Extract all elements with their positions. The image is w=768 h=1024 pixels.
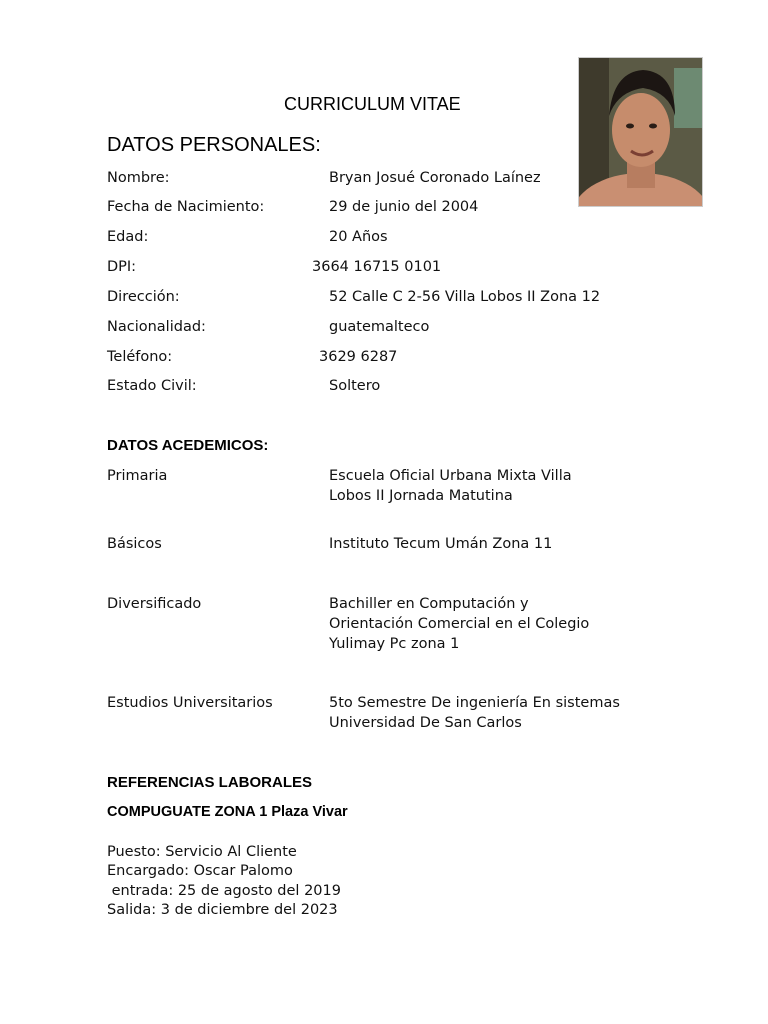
personal-value-nationality: guatemalteco [329,319,430,335]
academic-data-heading: DATOS ACEDEMICOS: [107,437,269,454]
work-detail-position: Puesto: Servicio Al Cliente [107,844,297,860]
personal-value-address: 52 Calle C 2-56 Villa Lobos II Zona 12 [329,289,601,305]
academic-label-diversified: Diversificado [107,596,202,612]
personal-label-birthdate: Fecha de Nacimiento: [107,199,265,215]
academic-value-primary-line2: Lobos II Jornada Matutina [329,488,513,504]
work-detail-supervisor: Encargado: Oscar Palomo [107,863,293,879]
profile-photo [578,57,703,207]
personal-label-phone: Teléfono: [107,349,173,365]
personal-value-birthdate: 29 de junio del 2004 [329,199,479,215]
personal-data-heading: DATOS PERSONALES: [107,134,321,156]
personal-value-marital-status: Soltero [329,378,381,394]
personal-value-phone: 3629 6287 [319,349,398,365]
document-title: CURRICULUM VITAE [284,94,461,114]
academic-value-diversified-line3: Yulimay Pc zona 1 [329,636,460,652]
work-detail-start-date: entrada: 25 de agosto del 2019 [107,883,341,899]
personal-value-dpi: 3664 16715 0101 [312,259,442,275]
personal-value-age: 20 Años [329,229,388,245]
academic-value-university-line2: Universidad De San Carlos [329,715,522,731]
personal-value-name: Bryan Josué Coronado Laínez [329,170,541,186]
academic-label-basic: Básicos [107,536,162,552]
academic-label-primary: Primaria [107,468,168,484]
work-company-name: COMPUGUATE ZONA 1 Plaza Vivar [107,804,348,820]
academic-value-primary-line1: Escuela Oficial Urbana Mixta Villa [329,468,572,484]
academic-value-university-line1: 5to Semestre De ingeniería En sistemas [329,695,620,711]
work-references-heading: REFERENCIAS LABORALES [107,774,313,791]
personal-label-nationality: Nacionalidad: [107,319,206,335]
personal-label-name: Nombre: [107,170,170,186]
academic-value-basic-line1: Instituto Tecum Umán Zona 11 [329,536,553,552]
academic-label-university: Estudios Universitarios [107,695,273,711]
academic-value-diversified-line1: Bachiller en Computación y [329,596,529,612]
profile-photo-illustration [579,58,702,206]
work-detail-end-date: Salida: 3 de diciembre del 2023 [107,902,338,918]
personal-label-address: Dirección: [107,289,180,305]
personal-label-dpi: DPI: [107,259,137,275]
personal-label-marital-status: Estado Civil: [107,378,197,394]
personal-label-age: Edad: [107,229,149,245]
academic-value-diversified-line2: Orientación Comercial en el Colegio [329,616,590,632]
